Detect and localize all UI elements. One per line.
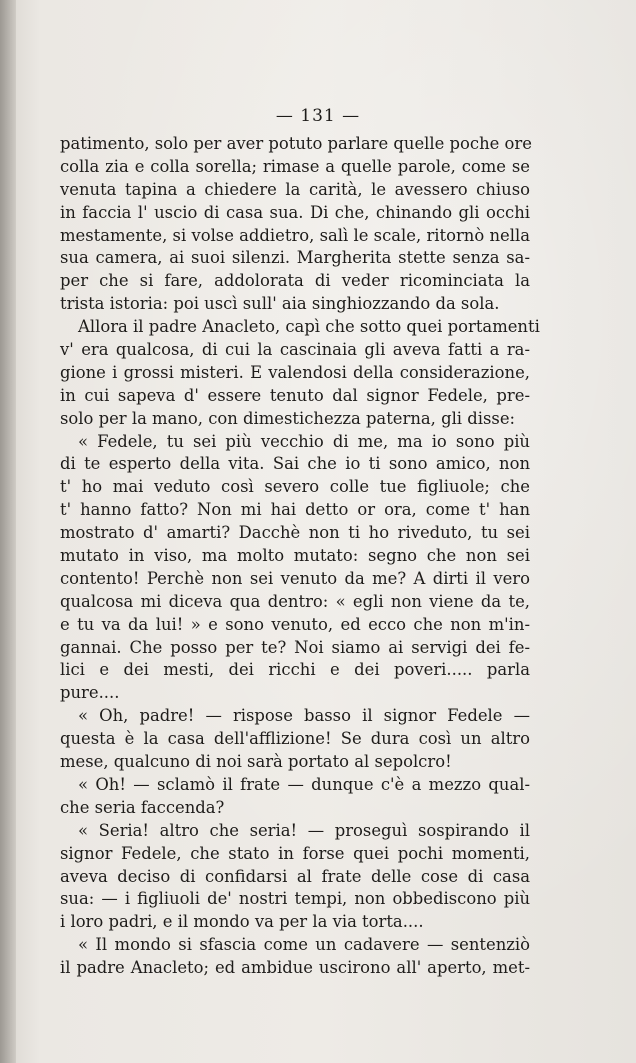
- page-number: — 131 —: [275, 106, 361, 126]
- text-line: mese, qualcuno di noi sarà portato al sepolcro!: [60, 752, 452, 772]
- text-line: trista istoria: poi uscì sull' aia singhiozzando da sola.: [60, 294, 500, 314]
- text-line: aveva deciso di confidarsi al frate delle cose di casa: [60, 866, 530, 886]
- text-line: « Seria! altro che seria! — proseguì sospirando il: [78, 820, 530, 840]
- text-line: gione i grossi misteri. E valendosi della considerazione,: [60, 362, 530, 382]
- text-line: pure....: [60, 683, 120, 703]
- text-line: venuta tapina a chiedere la carità, le avessero chiuso: [60, 179, 530, 199]
- text-line: per che si fare, addolorata di veder ricominciata la: [60, 271, 530, 291]
- text-line: « Fedele, tu sei più vecchio di me, ma io sono più: [78, 431, 530, 451]
- text-line: e tu va da lui! » e sono venuto, ed ecco che non m'in-: [60, 614, 530, 634]
- text-line: il padre Anacleto; ed ambidue uscirono all' aperto, met-: [60, 958, 530, 978]
- text-line: v' era qualcosa, di cui la cascinaia gli aveva fatti a ra-: [60, 340, 530, 360]
- text-line: « Il mondo si sfascia come un cadavere — sentenziò: [78, 935, 530, 955]
- text-line: colla zia e colla sorella; rimase a quelle parole, come se: [60, 156, 530, 176]
- text-line: gannai. Che posso per te? Noi siamo ai servigi dei fe-: [60, 637, 530, 657]
- text-line: solo per la mano, con dimestichezza paterna, gli disse:: [60, 408, 516, 428]
- text-line: qualcosa mi diceva qua dentro: « egli non viene da te,: [60, 591, 530, 611]
- text-line: di te esperto della vita. Sai che io ti sono amico, non: [60, 454, 530, 474]
- text-line: sua: — i figliuoli de' nostri tempi, non obbediscono più: [60, 889, 530, 909]
- text-line: mutato in viso, ma molto mutato: segno che non sei: [60, 546, 530, 566]
- text-line: sua camera, ai suoi silenzi. Margherita stette senza sa-: [60, 248, 530, 268]
- text-line: questa è la casa dell'afflizione! Se dura così un altro: [60, 729, 530, 749]
- text-line: « Oh! — sclamò il frate — dunque c'è a mezzo qual-: [78, 774, 530, 794]
- text-line: t' ho mai veduto così severo colle tue figliuole; che: [60, 477, 530, 497]
- text-line: lici e dei mesti, dei ricchi e dei poveri..... parla: [60, 660, 530, 680]
- text-line: t' hanno fatto? Non mi hai detto or ora, come t' han: [60, 500, 530, 520]
- text-line: signor Fedele, che stato in forse quei pochi momenti,: [60, 843, 530, 863]
- text-line: contento! Perchè non sei venuto da me? A dirti il vero: [60, 568, 530, 588]
- text-line: in faccia l' uscio di casa sua. Di che, chinando gli occhi: [60, 202, 530, 222]
- text-line: patimento, solo per aver potuto parlare quelle poche ore: [60, 134, 532, 153]
- text-line: « Oh, padre! — rispose basso il signor Fedele —: [78, 706, 530, 726]
- text-line: che seria faccenda?: [60, 797, 225, 817]
- book-binding-edge: [0, 0, 16, 1063]
- text-line: mestamente, si volse addietro, salì le scale, ritornò nella: [60, 225, 530, 245]
- text-line: Allora il padre Anacleto, capì che sotto quei portamenti: [78, 317, 540, 337]
- text-line: in cui sapeva d' essere tenuto dal signor Fedele, pre-: [60, 385, 530, 405]
- text-line: i loro padri, e il mondo va per la via torta....: [60, 912, 424, 932]
- text-line: mostrato d' amarti? Dacchè non ti ho riveduto, tu sei: [60, 523, 530, 543]
- body-text: [60, 133, 540, 980]
